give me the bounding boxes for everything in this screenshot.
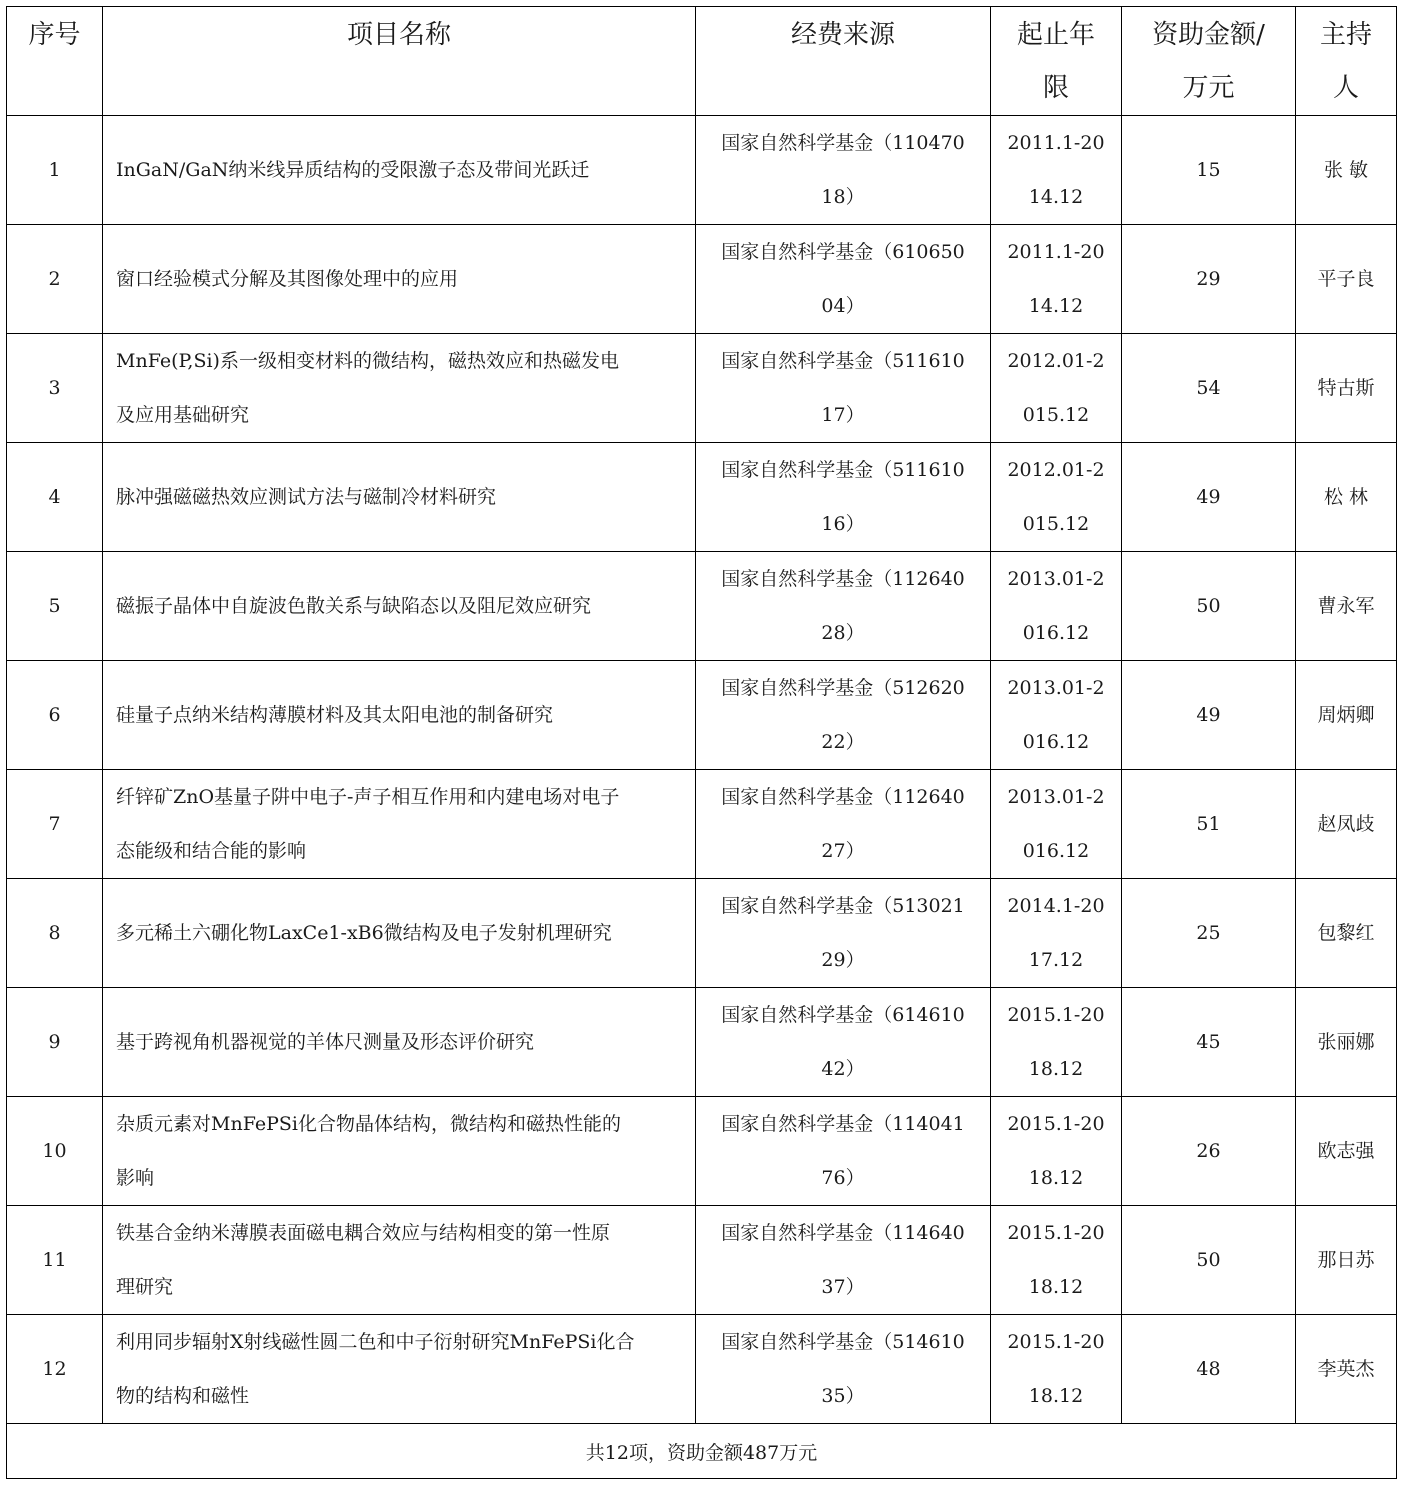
header-line: 限: [1042, 73, 1069, 103]
funding-amount: 45: [1122, 988, 1296, 1097]
table-row: [7, 1097, 1397, 1206]
project-period: [991, 661, 1122, 770]
header-seq: [7, 7, 103, 116]
project-period-line: 2014.1-20: [1007, 895, 1105, 917]
funding-source-line: 35）: [821, 1385, 865, 1407]
funding-source-line: 国家自然科学基金（114640: [721, 1222, 965, 1244]
table-row: [7, 988, 1397, 1097]
total-summary: 共12项，资助金额487万元: [7, 1424, 1397, 1479]
funding-source-line: 28）: [821, 622, 865, 644]
funding-source: [696, 116, 991, 225]
project-period-line: 14.12: [1028, 186, 1084, 208]
project-name: [103, 1315, 696, 1424]
project-period: [991, 443, 1122, 552]
row-number: 9: [7, 988, 103, 1097]
project-name-line: 影响: [116, 1167, 155, 1189]
funding-source: [696, 1206, 991, 1315]
row-number: 11: [7, 1206, 103, 1315]
project-name: [103, 879, 696, 988]
funding-source-line: 27）: [821, 840, 865, 862]
funding-source-line: 16）: [821, 513, 865, 535]
project-period-line: 18.12: [1028, 1385, 1084, 1407]
funding-source-line: 04）: [821, 295, 865, 317]
project-name-line: 脉冲强磁磁热效应测试方法与磁制冷材料研究: [116, 486, 497, 508]
funding-source-line: 国家自然科学基金（512620: [721, 677, 965, 699]
project-name-line: 磁振子晶体中自旋波色散关系与缺陷态以及阻尼效应研究: [116, 595, 592, 617]
table-row: [7, 116, 1397, 225]
principal-investigator: 周炳卿: [1296, 661, 1397, 770]
funding-amount: 50: [1122, 1206, 1296, 1315]
table-row: [7, 770, 1397, 879]
table-row: [7, 334, 1397, 443]
project-name-line: 硅量子点纳米结构薄膜材料及其太阳电池的制备研究: [116, 704, 554, 726]
principal-investigator: 那日苏: [1296, 1206, 1397, 1315]
header-pi: [1296, 7, 1397, 116]
project-period-line: 2012.01-2: [1007, 350, 1105, 372]
funding-source-line: 国家自然科学基金（610650: [721, 241, 965, 263]
funding-source-line: 国家自然科学基金（114041: [721, 1113, 965, 1135]
project-name-line: 多元稀土六硼化物LaxCe1-xB6微结构及电子发射机理研究: [116, 922, 612, 944]
project-period-line: 2013.01-2: [1007, 786, 1105, 808]
funding-source: [696, 661, 991, 770]
table-body: [7, 116, 1397, 1424]
header-line: 主持: [1319, 20, 1372, 50]
funding-amount: 49: [1122, 661, 1296, 770]
funding-amount: 50: [1122, 552, 1296, 661]
principal-investigator: 张 敏: [1296, 116, 1397, 225]
project-period: [991, 988, 1122, 1097]
project-period-line: 2012.01-2: [1007, 459, 1105, 481]
row-number: 7: [7, 770, 103, 879]
project-period-line: 016.12: [1022, 622, 1090, 644]
header-funding-source: [696, 7, 991, 116]
row-number: 6: [7, 661, 103, 770]
project-period: [991, 1315, 1122, 1424]
project-period-line: 2011.1-20: [1007, 241, 1105, 263]
project-name: [103, 661, 696, 770]
funding-source-line: 国家自然科学基金（513021: [721, 895, 965, 917]
project-period-line: 18.12: [1028, 1276, 1084, 1298]
project-period: [991, 770, 1122, 879]
funding-source: [696, 334, 991, 443]
project-period-line: 2013.01-2: [1007, 677, 1105, 699]
table-row: [7, 661, 1397, 770]
principal-investigator: 包黎红: [1296, 879, 1397, 988]
header-line: 资助金额/: [1152, 20, 1265, 50]
project-name-line: 物的结构和磁性: [116, 1385, 250, 1407]
funding-source-line: 18）: [821, 186, 865, 208]
funding-amount: 49: [1122, 443, 1296, 552]
table-row: [7, 225, 1397, 334]
funding-source: [696, 1315, 991, 1424]
funding-source-line: 国家自然科学基金（112640: [721, 786, 965, 808]
funding-source-line: 17）: [821, 404, 865, 426]
project-name: [103, 1097, 696, 1206]
funding-amount: 26: [1122, 1097, 1296, 1206]
project-name-line: 及应用基础研究: [116, 404, 250, 426]
row-number: 3: [7, 334, 103, 443]
table-row: [7, 1315, 1397, 1424]
funding-amount: 51: [1122, 770, 1296, 879]
project-name: [103, 116, 696, 225]
project-name-line: 铁基合金纳米薄膜表面磁电耦合效应与结构相变的第一性原: [116, 1222, 611, 1244]
row-number: 8: [7, 879, 103, 988]
row-number: 10: [7, 1097, 103, 1206]
project-name: [103, 552, 696, 661]
project-name: [103, 988, 696, 1097]
funding-source-line: 42）: [821, 1058, 865, 1080]
funding-source: [696, 225, 991, 334]
row-number: 1: [7, 116, 103, 225]
principal-investigator: 曹永军: [1296, 552, 1397, 661]
funding-source: [696, 770, 991, 879]
funding-source-line: 76）: [821, 1167, 865, 1189]
table-header: [7, 7, 1397, 116]
funding-amount: 15: [1122, 116, 1296, 225]
project-period-line: 2015.1-20: [1007, 1004, 1105, 1026]
row-number: 12: [7, 1315, 103, 1424]
funding-source-line: 国家自然科学基金（511610: [721, 459, 965, 481]
project-period: [991, 1206, 1122, 1315]
row-number: 4: [7, 443, 103, 552]
table-row: [7, 1206, 1397, 1315]
project-period: [991, 225, 1122, 334]
header-period: [991, 7, 1122, 116]
project-name-line: 理研究: [116, 1276, 174, 1298]
project-period: [991, 552, 1122, 661]
project-name: [103, 1206, 696, 1315]
principal-investigator: 松 林: [1296, 443, 1397, 552]
project-period-line: 2015.1-20: [1007, 1113, 1105, 1135]
project-name: [103, 443, 696, 552]
principal-investigator: 张丽娜: [1296, 988, 1397, 1097]
project-period-line: 14.12: [1028, 295, 1084, 317]
funding-amount: 54: [1122, 334, 1296, 443]
funding-amount: 29: [1122, 225, 1296, 334]
project-period-line: 18.12: [1028, 1058, 1084, 1080]
project-period: [991, 116, 1122, 225]
project-period-line: 015.12: [1022, 513, 1090, 535]
header-row: [7, 7, 1397, 116]
header-line: 项目名称: [346, 20, 451, 50]
project-name-line: MnFe(P,Si)系一级相变材料的微结构，磁热效应和热磁发电: [116, 350, 619, 372]
project-period-line: 016.12: [1022, 840, 1090, 862]
project-period-line: 2013.01-2: [1007, 568, 1105, 590]
funding-source: [696, 988, 991, 1097]
funding-source-line: 国家自然科学基金（110470: [721, 132, 965, 154]
project-name: [103, 225, 696, 334]
project-name-line: 态能级和结合能的影响: [116, 840, 307, 862]
project-period: [991, 879, 1122, 988]
project-name-line: 纤锌矿ZnO基量子阱中电子-声子相互作用和内建电场对电子: [116, 786, 620, 808]
project-name-line: 利用同步辐射X射线磁性圆二色和中子衍射研究MnFePSi化合: [116, 1331, 635, 1353]
principal-investigator: 平子良: [1296, 225, 1397, 334]
table-row: [7, 552, 1397, 661]
funding-source: [696, 443, 991, 552]
project-period-line: 016.12: [1022, 731, 1090, 753]
total-row: [7, 1424, 1397, 1479]
project-name-line: 杂质元素对MnFePSi化合物晶体结构，微结构和磁热性能的: [116, 1113, 621, 1135]
funding-source: [696, 552, 991, 661]
header-line: 序号: [28, 20, 81, 50]
project-name: [103, 334, 696, 443]
project-period: [991, 334, 1122, 443]
principal-investigator: 欧志强: [1296, 1097, 1397, 1206]
project-name-line: 窗口经验模式分解及其图像处理中的应用: [116, 268, 459, 290]
project-name-line: 基于跨视角机器视觉的羊体尺测量及形态评价研究: [116, 1031, 535, 1053]
funding-amount: 48: [1122, 1315, 1296, 1424]
project-period-line: 18.12: [1028, 1167, 1084, 1189]
funding-amount: 25: [1122, 879, 1296, 988]
project-period-line: 2015.1-20: [1007, 1331, 1105, 1353]
funding-source-line: 29）: [821, 949, 865, 971]
project-name-line: InGaN/GaN纳米线异质结构的受限激子态及带间光跃迁: [116, 159, 590, 181]
funding-source-line: 国家自然科学基金（614610: [721, 1004, 965, 1026]
project-period: [991, 1097, 1122, 1206]
header-amount: [1122, 7, 1296, 116]
funding-source: [696, 1097, 991, 1206]
principal-investigator: 特古斯: [1296, 334, 1397, 443]
row-number: 5: [7, 552, 103, 661]
project-period-line: 2011.1-20: [1007, 132, 1105, 154]
header-line: 万元: [1182, 73, 1235, 103]
project-name: [103, 770, 696, 879]
project-period-line: 015.12: [1022, 404, 1090, 426]
table-row: [7, 443, 1397, 552]
header-line: 起止年: [1016, 20, 1095, 50]
header-line: 经费来源: [790, 20, 895, 50]
funding-source-line: 国家自然科学基金（514610: [721, 1331, 965, 1353]
funding-source-line: 22）: [821, 731, 865, 753]
row-number: 2: [7, 225, 103, 334]
funding-source: [696, 879, 991, 988]
header-line: 人: [1332, 73, 1359, 103]
header-project-name: [103, 7, 696, 116]
project-period-line: 17.12: [1028, 949, 1084, 971]
principal-investigator: 赵凤歧: [1296, 770, 1397, 879]
funding-source-line: 37）: [821, 1276, 865, 1298]
funding-source-line: 国家自然科学基金（112640: [721, 568, 965, 590]
funding-source-line: 国家自然科学基金（511610: [721, 350, 965, 372]
grants-table: [6, 6, 1397, 1479]
principal-investigator: 李英杰: [1296, 1315, 1397, 1424]
project-period-line: 2015.1-20: [1007, 1222, 1105, 1244]
table-row: [7, 879, 1397, 988]
